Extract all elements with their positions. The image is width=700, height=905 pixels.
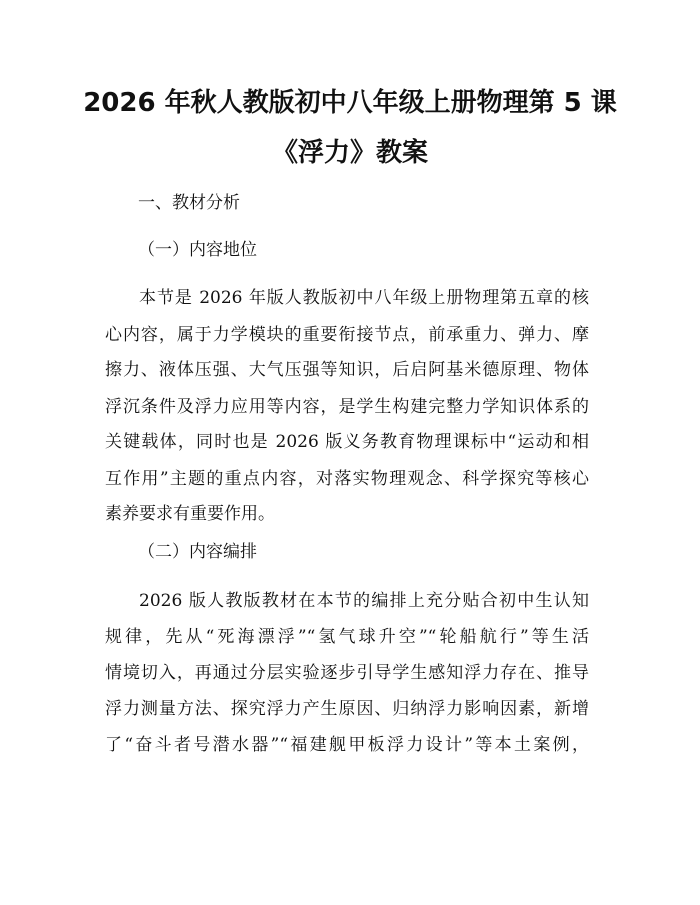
paragraph-line: 2026 版人教版教材在本节的编排上充分贴合初中生认知	[139, 591, 589, 611]
document-title-line-2: 《浮力》教案	[271, 138, 428, 168]
paragraph-line: 本节是 2026 年版人教版初中八年级上册物理第五章的核	[139, 288, 589, 308]
paragraph-line: 浮沉条件及浮力应用等内容，是学生构建完整力学知识体系的	[105, 397, 589, 417]
document-title-line-1: 2026 年秋人教版初中八年级上册物理第 5 课	[83, 88, 617, 118]
subsection-heading-content-position: （一）内容地位	[138, 240, 257, 260]
section-heading-textbook-analysis: 一、教材分析	[138, 193, 240, 213]
subsection-heading-content-arrangement: （二）内容编排	[138, 542, 257, 562]
paragraph-line: 了“奋斗者号潜水器”“福建舰甲板浮力设计”等本土案例，	[105, 735, 589, 755]
paragraph-line: 情境切入，再通过分层实验逐步引导学生感知浮力存在、推导	[105, 663, 589, 683]
paragraph-line: 关键载体，同时也是 2026 版义务教育物理课标中“运动和相	[105, 432, 589, 452]
paragraph-line: 规律，先从“死海漂浮”“氢气球升空”“轮船航行”等生活	[105, 627, 589, 647]
paragraph-line: 浮力测量方法、探究浮力产生原因、归纳浮力影响因素，新增	[105, 699, 589, 719]
paragraph-line: 素养要求有重要作用。	[105, 504, 275, 524]
paragraph-line: 互作用”主题的重点内容，对落实物理观念、科学探究等核心	[105, 469, 589, 489]
paragraph-line: 擦力、液体压强、大气压强等知识，后启阿基米德原理、物体	[105, 360, 589, 380]
paragraph-line: 心内容，属于力学模块的重要衔接节点，前承重力、弹力、摩	[105, 325, 589, 345]
